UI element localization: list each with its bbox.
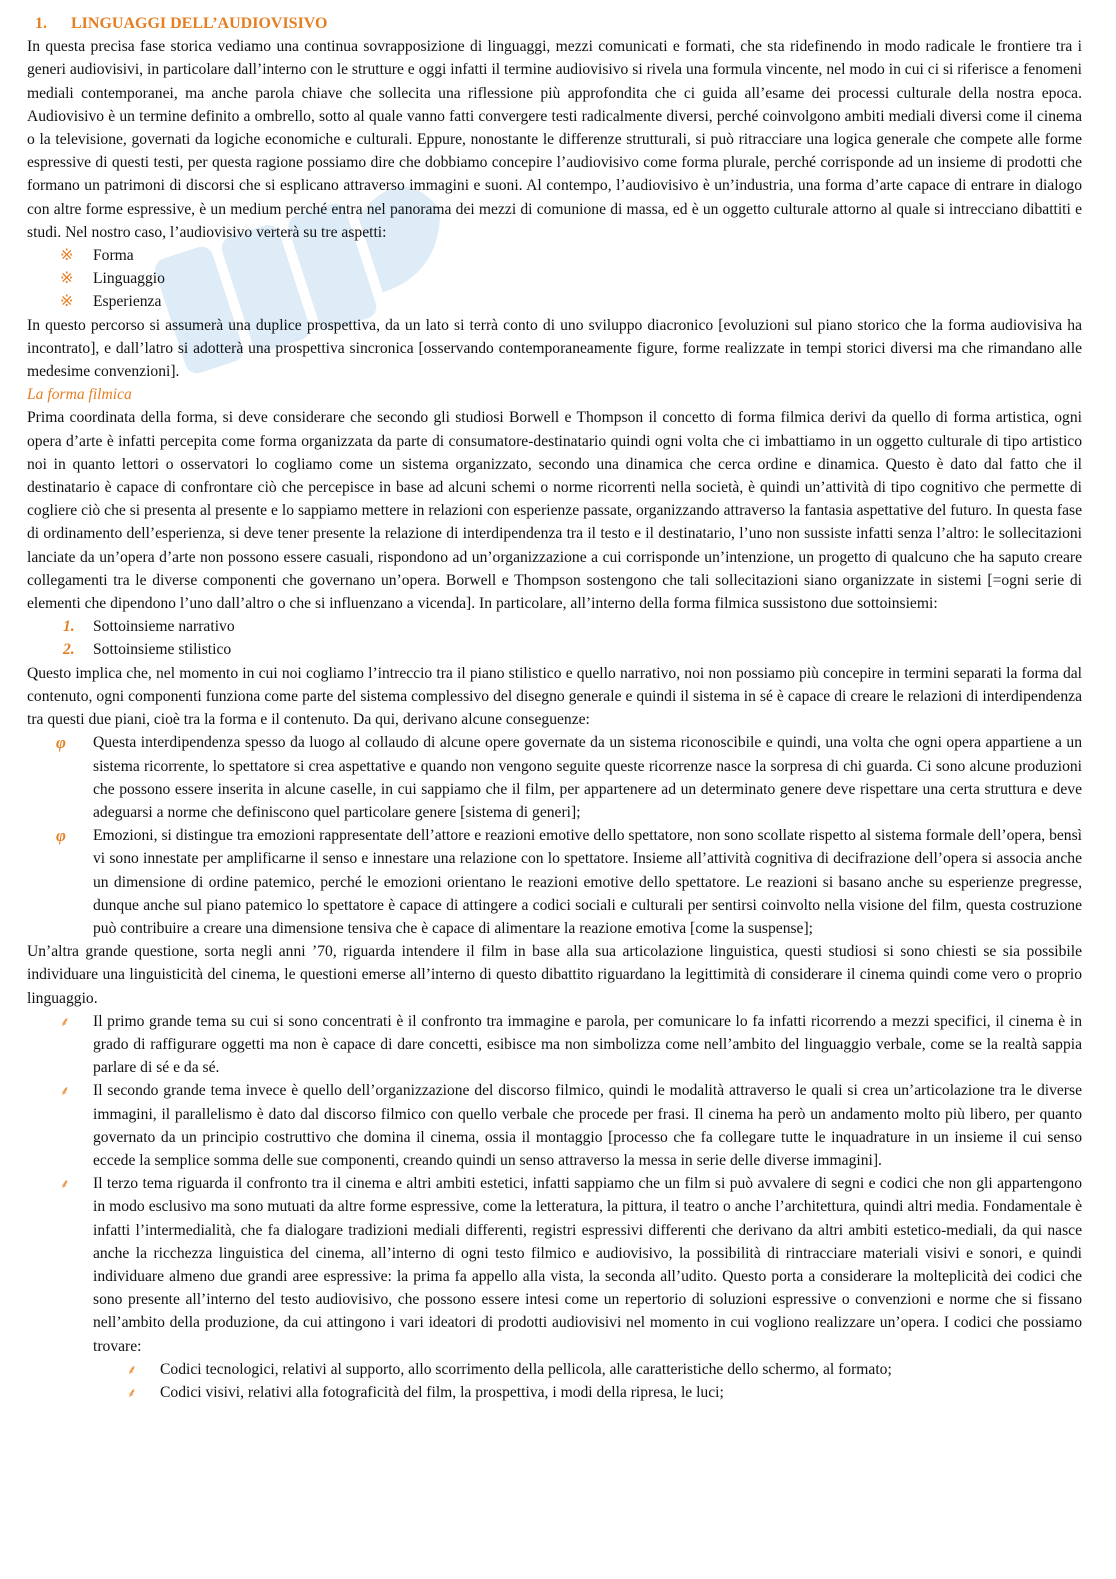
interdipendenza-paragraph: Questo implica che, nel momento in cui noi cogliamo l’intreccio tra il piano stilistico e quello narrativo, noi non possiamo più concepire in termini separati la forma dal contenuto, ogni componenti funziona come parte del sistema complessivo del disegno generale e quindi il sistema in sé è capace di creare le relazioni di interdipendenza tra questi due piani, cioè tra la forma e il contenuto. Da qui, derivano alcune conseguenze: [27, 664, 1082, 729]
reference-mark-icon: ※ [60, 270, 74, 288]
wheat-bullet-icon: ⸙ [127, 1361, 137, 1377]
wheat-bullet-icon: ⸙ [127, 1384, 137, 1400]
wheat-bullet-icon: ⸙ [60, 1176, 70, 1192]
reference-mark-icon: ※ [60, 293, 74, 311]
list-item: φ Questa interdipendenza spesso da luogo al collaudo di alcune opere governate da un sistema riconoscibile e quindi, una volta che ogni opera appartiene a un sistema ricorrente, lo spettatore si crea aspettative e quando non vengono seguite queste ricorrenze nasce la sorpresa di chi guarda. Ci sono alcune produzioni che possono essere inserita in alcune caselle, in cui sappiamo che il film, per appartenere ad un determinato genere deve rispettare una certa struttura e deve adeguarsi a norme che definiscono quel particolare genere [sistema di generi]; [56, 733, 1082, 821]
list-item: ⸙ Il terzo tema riguarda il confronto tra il cinema e altri ambiti estetici, infatti sappiamo che un film si può avvalere di segni e codici che non gli appartengono in modo esclusivo ma sono mutuati da altre forme espressive, come la letteratura, la pittura, il teatro o anche l’architettura, quindi altri media. Fondamentale è infatti l’intermedialità, che fa dialogare tradizioni mediali differenti, registri espressivi differenti che derivano da altri ambiti estetico-mediali, da qui nasce anche la ricchezza linguistica del cinema, all’interno di ogni testo filmico e audiovisivo, la possibilità di rintracciare materiali visivi e sonori, e quindi individuare almeno due grandi aree espressive: la prima fa appello alla vista, la seconda all’udito. Questo porta a considerare la molteplicità dei codici che sono presente all’interno del testo audiovisivo, che possono essere intesi come un repertorio di soluzioni espressive o convenzioni e norme che si fissano nell’ambito della produzione, da cui attingono i vari ideatori di prodotti audiovisivi nel momento in cui vogliono realizzare un’opera. I codici che possiamo trovare: [27, 1172, 1082, 1358]
themes-list [27, 1010, 1082, 1358]
reference-mark-icon: ※ [60, 247, 74, 265]
anni70-paragraph: Un’altra grande questione, sorta negli anni ’70, riguarda intendere il film in base alla sua articolazione linguistica, questi studiosi si sono chiesti se sia possibile individuare una linguisticità del cinema, le questioni emerse all’interno di questo dibattito riguardano la legittimità di considerare il cinema quindi come vero o proprio linguaggio. [27, 943, 1082, 1007]
list-item: ⸙ Codici visivi, relativi alla fotograficità del film, la prospettiva, i modi della ripresa, le luci; [27, 1381, 1082, 1404]
forma-paragraph: Prima coordinata della forma, si deve considerare che secondo gli studiosi Borwell e Thompson il concetto di forma filmica derivi da quello di forma artistica, ogni opera d’arte è infatti percepita come forma organizzata da parte di consumatore-destinatario quindi ogni volta che ci imbattiamo in un oggetto culturale di tipo artistico noi in quanto lettori o osservatori lo cogliamo come un sistema organizzato, secondo una dinamica che cerca ordine e dinamica. Questo è dato dal fatto che il destinatario è capace di confrontare ciò che percepisce in base ad alcuni schemi o norme ricorrenti nella società, è quindi un’attività di tipo cognitivo che permette di cogliere ciò che si presenta al presente e lo sappiamo mettere in relazioni con esperienze passate, organizzando attraverso la fantasia aspettative del futuro. In questa fase di ordinamento dell’esperienza, si deve tener presente la relazione di interdipendenza tra il testo e il destinatario, l’uno non sussiste infatti senza l’altro: le sollecitazioni lanciate da un’opera d’arte non possono essere casuali, rispondono ad un’organizzazione a cui corrisponde un’intenzione, un progetto di qualcuno che ha saputo creare collegamenti tra le diverse componenti che governano un’opera. Borwell e Thompson sostengono che tali sollecitazioni siano organizzate in sistemi [=ogni serie di elementi che dipendono l’uno dall’altro o che si influenzano a vicenda]. In particolare, all’interno della forma filmica sussistono due sottoinsiemi: [27, 409, 1082, 613]
section-number: 1. [35, 15, 47, 32]
list-item: φ Emozioni, si distingue tra emozioni rappresentate dell’attore e reazioni emotive dello spettatore, non sono scollate rispetto al sistema formale dell’opera, bensì vi sono innestate per amplificarne il senso e innestare una relazione con lo spettatore. Insieme all’attività cognitiva di decifrazione dell’opera si associa anche un dimensione di ordine patemico, perché le emozioni orientano le reazioni emotive dello spettatore. Le reazioni si basano anche su esperienze pregresse, dunque anche sul piano patemico lo spettatore è capace di attingere a codici sociali e culturali per sentirsi coinvolto nella visione del film, questa costruzione può contribuire a creare una dimensione tensiva che è capace di alimentare la reazione emotiva [come la suspense]; [56, 826, 1082, 937]
list-item: ※ Esperienza [27, 290, 1082, 313]
phi-bullet-icon: φ [56, 826, 66, 846]
prospettiva-paragraph: In questo percorso si assumerà una duplice prospettiva, da un lato si terrà conto di uno sviluppo diacronico [evoluzioni sul piano storico che la forma audiovisiva ha incontrato], e dall’latro si adotterà una prospettiva sincronica [osservando contemporaneamente figure, forme realizzate in tempi storici diversi ma che rimandano alle medesime convenzioni]. [27, 316, 1082, 381]
list-number: 1. [63, 618, 75, 636]
list-item: ⸙ Codici tecnologici, relativi al supporto, allo scorrimento della pellicola, alle caratteristiche dello schermo, al formato; [27, 1358, 1082, 1381]
aspects-list [27, 244, 1082, 314]
list-item: ⸙ Il primo grande tema su cui si sono concentrati è il confronto tra immagine e parola, per comunicare lo fa infatti ricorrendo a mezzi specifici, il cinema è in grado di raffigurare oggetti ma non è capace di dare concetti, esibisce ma non simbolizza come nell’ambito del linguaggio verbale, come se la realtà sappia parlare di sé e da sé. [27, 1010, 1082, 1080]
list-item: ※ Linguaggio [27, 267, 1082, 290]
list-item: 2. Sottoinsieme stilistico [27, 638, 1082, 661]
list-item: ⸙ Il secondo grande tema invece è quello dell’organizzazione del discorso filmico, quindi le modalità attraverso le quali si crea un’articolazione tra le diverse immagini, il parallelismo è dato dal discorso filmico con quello verbale che procede per frasi. Il cinema ha però un andamento molto più libero, per quanto governato da un principio costruttivo che domina il cinema, ossia il montaggio [processo che fa collegare tutte le inquadrature in un insieme il cui senso eccede la semplice somma delle sue componenti, creando quindi un senso attraverso la messa in serie delle diverse immagini]. [27, 1079, 1082, 1172]
list-item: 1. Sottoinsieme narrativo [27, 615, 1082, 638]
intro-paragraph: In questa precisa fase storica vediamo una continua sovrapposizione di linguaggi, mezzi comunicati e formati, che sta ridefinendo in modo radicale le frontiere tra i generi audiovisivi, in particolare dall’interno con le strutture e oggi infatti il termine audiovisivo si rivela una formula vincente, nel modo in cui ci si riferisce a fenomeni mediali contemporanei, ma anche parola chiave che sollecita una riflessione più approfondita che ci guida all’esame dei processi culturale della nostra epoca. Audiovisivo è un termine definito a ombrello, sotto al quale vanno fatti convergere testi radicalmente diversi, perché coinvolgono ambiti mediali diversi come il cinema o la televisione, governati da logiche economiche e culturali. Eppure, nonostante le differenze strutturali, si può ritracciare una logica generale che compete alle forme espressive di questi testi, per questa ragione possiamo dire che dobbiamo concepire l’audiovisivo come forma plurale, perché corrisponde ad un insieme di prodotti che formano un patrimoni di discorsi che si esplicano attraverso immagini e suoni. Al contempo, l’audiovisivo è un’industria, una forma d’arte capace di entrare in dialogo con altre forme espressive, è un medium perché entra nel panorama dei mezzi di comunione di massa, ed è un oggetto culturale attorno al quale si intrecciano dibattiti e studi. Nel nostro caso, l’audiovisivo verterà su tre aspetti: [27, 38, 1082, 241]
subheading-forma-filmica: La forma filmica [27, 386, 132, 404]
document-page [27, 12, 1082, 1404]
consequences-list [27, 731, 1082, 940]
codes-list [27, 1358, 1082, 1404]
wheat-bullet-icon: ⸙ [60, 1013, 70, 1029]
subsets-list [27, 615, 1082, 661]
list-item: ※ Forma [27, 244, 1082, 267]
section-title: LINGUAGGI DELL’AUDIOVISIVO [71, 15, 328, 32]
phi-bullet-icon: φ [56, 733, 66, 753]
section-heading [27, 12, 1082, 35]
wheat-bullet-icon: ⸙ [60, 1083, 70, 1099]
list-number: 2. [63, 641, 75, 659]
